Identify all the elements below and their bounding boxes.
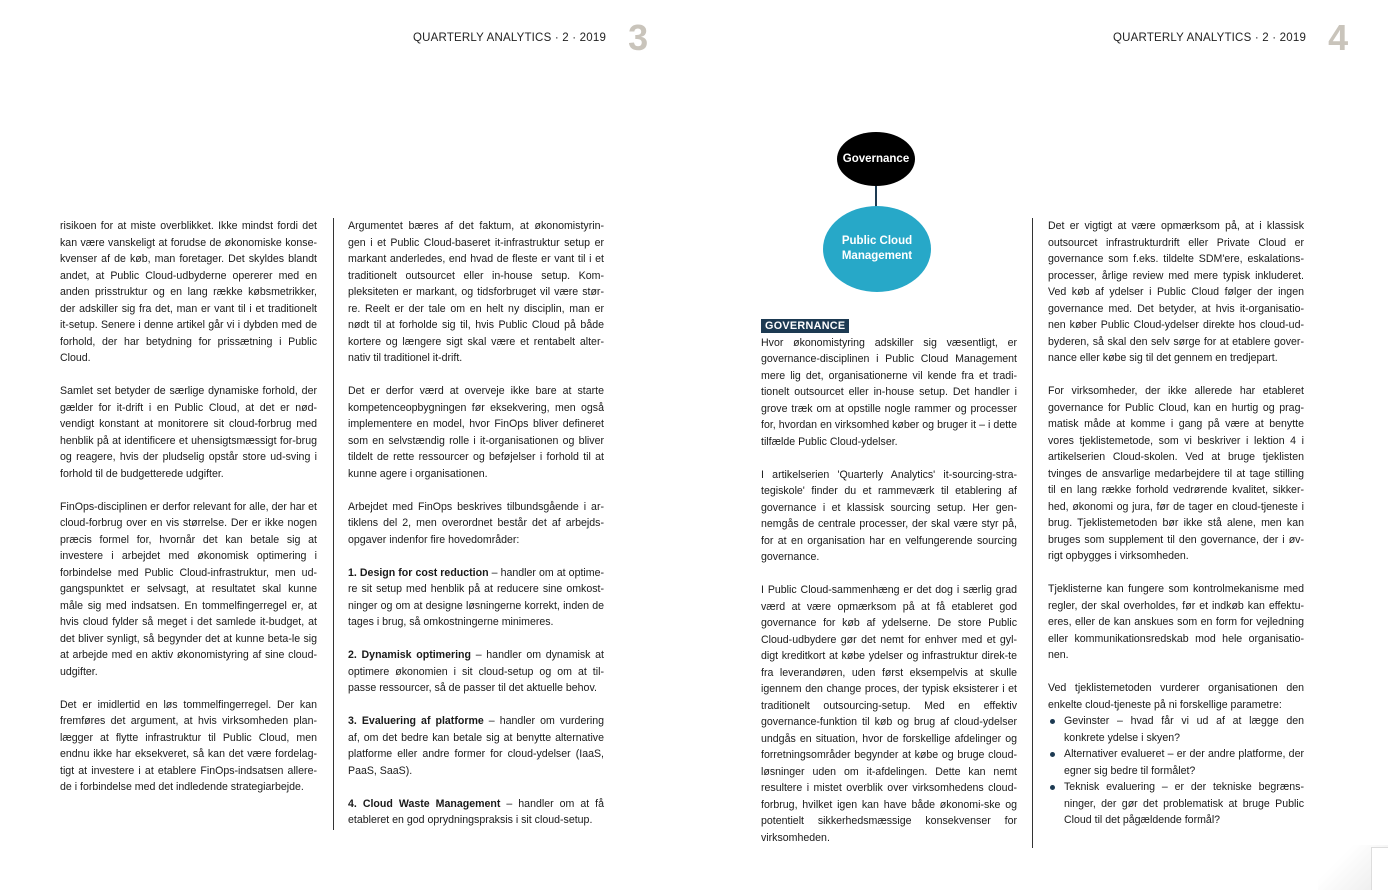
- page-number: 3: [628, 17, 649, 58]
- list-item-text: Gevinster – hvad får vi ud af at lægge den konkrete ydelse i skyen?: [1064, 715, 1304, 744]
- paragraph: Det er imidlertid en løs tommelfingerregel. Der kan fremføres det argument, at hvis virksomheden plan-lægger at flytte infrastruktur til Public Cloud, men endnu ikke har eksekveret, så kan det være fordelag-tigt at investere i at etablere FinOps-indsatsen allere-de i forbindelse med det indledende strategiarbejde.: [60, 698, 317, 793]
- governance-diagram: [820, 128, 940, 298]
- list-item-text: Teknisk evaluering – er der tekniske begræns-ninger, der gør det problematisk at bruge Public Cloud til det pågældende formål?: [1064, 781, 1304, 826]
- focus-area-title: 1. Design for cost reduction: [348, 566, 489, 579]
- focus-area-text: – handler om at optime-re sit setup med henblik på at reducere sine omkost-ninger og om at designe løsningerne korrekt, inden de tages i brug, så omkostningerne minimeres.: [348, 566, 605, 628]
- paragraph: Ved tjeklistemetoden vurderer organisationen den enkelte cloud-tjeneste på ni forskellige parametre:: [1048, 682, 1304, 711]
- parameter-list: [1048, 713, 1304, 829]
- paragraph: For virksomheder, der ikke allerede har etableret governance for Public Cloud, kan en hurtig og prag-matisk måde at komme i gang på være at benytte vores tjeklistemetode, som vi beskriver i lektion 4 i artikelserien Cloud-skolen. Ved at bruge tjeklisten tvinges de ansvarlige medarbejdere til at tage stilling til en lang række forhold vedrørende kvalitet, sikker-hed, økonomi og jura, før de tager en cloud-tjeneste i brug. Tjeklistemetoden bør ikke stå alene, men kan bruges som supplement til den governance, der i øv-rigt opbygges i virksomheden.: [1048, 385, 1304, 562]
- focus-area-text: – handler om dynamisk at optimere økonomien i sit cloud-setup og om at til-passe ressourcer, så de passer til det aktuelle behov.: [348, 649, 604, 694]
- paragraph: FinOps-disciplinen er derfor relevant for alle, der har et cloud-forbrug over en vis størrelse. Der er ikke nogen præcis formel for, hvornår det kan betale sig at investere i arbejdet med økonomisk optimering i forbindelse med Public Cloud-infrastruktur, men ud-gangspunktet er selvsagt, at resultatet skal kunne måle sig med indsatsen. En tommelfingerregel er, at hvis cloud fylder så meget i det samlede it-budget, at det bliver synligt, så begynder det at kunne beta-le sig at arbejde med en aktiv økonomistyring af sine cloud-udgifter.: [60, 500, 317, 678]
- focus-area-3: [348, 713, 604, 779]
- page-4-header: [1113, 17, 1349, 58]
- column-divider: [333, 218, 334, 830]
- paragraph: Det er vigtigt at være opmærksom på, at i klassisk outsourcet infrastrukturdrift eller Private Cloud er governance som f.eks. tildelte SDM'ere, eskalations-processer, årlige review med mere typisk inkluderet. Ved køb af ydelser i Public Cloud følger der ingen governance med. Det betyder, at hvis it-organisatio-nen køber Public Cloud-ydelser direkte hos cloud-ud-byderen, så skal den selv sørge for at etablere gover-nance eller købe sig til det gennem en tredjepart.: [1048, 220, 1304, 364]
- page-3-column-2: [348, 218, 604, 845]
- public-cloud-management-node: [823, 206, 931, 292]
- paragraph: Samlet set betyder de særlige dynamiske forhold, der gælder for it-drift i en Public Cloud, at det er nød-vendigt konstant at monitorere sit cloud-forbrug med henblik på at identificere et uhensigtsmæssigt for-brug og reagere, hvis der pludselig opstår store ud-sving i forhold til de budgetterede udgifter.: [60, 385, 317, 480]
- focus-area-1: [348, 565, 604, 631]
- focus-area-title: 4. Cloud Waste Management: [348, 797, 501, 810]
- page-3-header: [413, 17, 649, 58]
- bullet-icon: [1050, 752, 1055, 757]
- paragraph: Argumentet bæres af det faktum, at økonomistyrin-gen i et Public Cloud-baseret it-infrastruktur setup er markant anderledes, end hvad de fleste er vant til i et traditionelt outsourcet eller in-house setup. Kom-pleksiteten er markant, og tidsforbruget vil være stør-re. Reelt er der tale om en helt ny disciplin, man er nødt til at forholde sig til, hvis Public Cloud på både kortere og længere sigt skal være et rentabelt alter-nativ til traditionel it-drift.: [348, 220, 604, 364]
- paragraph: Hvor økonomistyring adskiller sig væsentligt, er governance-disciplinen i Public Cloud Management mere lig det, organisationerne vil kende fra et tradi-tionelt outsourcet eller in-house setup. Det handler i grove træk om at opstille nogle rammer og processer for, hvordan en virksomhed køber og bruger it – i dette tilfælde Public Cloud-ydelser.: [761, 336, 1017, 448]
- bullet-icon: [1050, 785, 1055, 790]
- paragraph: Tjeklisterne kan fungere som kontrolmekanisme med regler, der skal overholdes, før et indkøb kan effektu-eres, eller de kan anskues som en form for vejledning eller kommunikationsredskab mod hele organisatio-nen.: [1048, 583, 1304, 661]
- paragraph: Det er derfor værd at overveje ikke bare at starte kompetenceopbygningen før eksekvering, men også implementere en model, hvor FinOps bliver defineret som en selvstændig rolle i it-organisationen og bliver tildelt de rette ressourcer og beføjelser i forhold til at kunne agere i organisationen.: [348, 385, 604, 480]
- page-corner: [1371, 847, 1388, 890]
- running-title: QUARTERLY ANALYTICS · 2 · 2019: [413, 32, 607, 44]
- section-label: GOVERNANCE: [761, 319, 849, 333]
- diagram-connector: [875, 186, 877, 208]
- list-item: [1048, 779, 1304, 829]
- paragraph: risikoen for at miste overblikket. Ikke mindst fordi det kan være vanskeligt at forudse de økonomiske konse-kvenser af de køb, man foretager. Det skyldes blandt andet, at Public Cloud-udbyderne opererer med en anden prisstruktur og en lang række købsmetrikker, der adskiller sig fra det, man er vant til i et traditionelt it-setup. Senere i denne artikel går vi i dybden med de forhold, der har betydning for prissætning i Public Cloud.: [60, 220, 317, 364]
- focus-area-text: – handler om at få etableret en god oprydningspraksis i sit cloud-setup.: [348, 797, 605, 826]
- list-item-text: Alternativer evalueret – er der andre platforme, der egner sig bedre til formålet?: [1064, 748, 1304, 777]
- page-4-column-2: [1048, 218, 1304, 829]
- focus-area-4: [348, 796, 604, 829]
- running-title: QUARTERLY ANALYTICS · 2 · 2019: [1113, 32, 1307, 44]
- bullet-icon: [1050, 719, 1055, 724]
- list-item: [1048, 713, 1304, 746]
- focus-area-text: – handler om vurdering af, om det bedre kan betale sig at benytte alternative platforme eller andre former for cloud-ydelser (IaaS, PaaS, SaaS).: [348, 715, 605, 777]
- node-label-line-2: Management: [841, 250, 913, 262]
- page-3-column-1: [60, 218, 317, 812]
- paragraph: I artikelserien 'Quarterly Analytics' it-sourcing-stra-tegiskole' finder du et rammeværk til etablering af governance i et klassisk sourcing setup. Her gen-nemgås de centrale processer, der skal være styr på, for at en organisation har en velfungerende sourcing governance.: [761, 468, 1017, 563]
- focus-area-title: 2. Dynamisk optimering: [348, 649, 472, 661]
- paragraph: Arbejdet med FinOps beskrives tilbundsgående i ar-tiklens del 2, men overordnet består det af arbejds-opgaver indenfor fire hovedområder:: [348, 500, 604, 546]
- node-label: Governance: [842, 153, 910, 165]
- focus-area-2: [348, 647, 604, 697]
- column-divider: [1032, 218, 1033, 848]
- paragraph: I Public Cloud-sammenhæng er det dog i særlig grad værd at være opmærksom på at få etableret god governance for køb af ydelserne. De store Public Cloud-udbydere gør det nemt for enhver med et gyl-digt kreditkort at købe ydelser og infrastruktur direk-te fra leverandøren, uden først eksempelvis at skulle igennem den change proces, der typisk eksisterer i et traditionelt outsourcing-setup. Med en effektiv governance-funktion til køb og brug af cloud-ydelser undgås en situation, hvor de forskellige afdelinger og forretningsområder begynder at købe og bruge cloud-løsninger uden om it-afdelingen. Dette kan nemt resultere i mistet overblik over virksomhedens cloud-forbrug, hvilket igen kan have både økonomi-ske og potentielt sikkerhedsmæssige konsekvenser for virksomheden.: [761, 584, 1017, 844]
- page-4-column-1: [761, 318, 1017, 863]
- page-number: 4: [1328, 17, 1349, 58]
- node-label-line-1: Public Cloud: [841, 235, 913, 247]
- governance-node: [837, 132, 915, 186]
- focus-area-title: 3. Evaluering af platforme: [348, 715, 484, 727]
- list-item: [1048, 746, 1304, 779]
